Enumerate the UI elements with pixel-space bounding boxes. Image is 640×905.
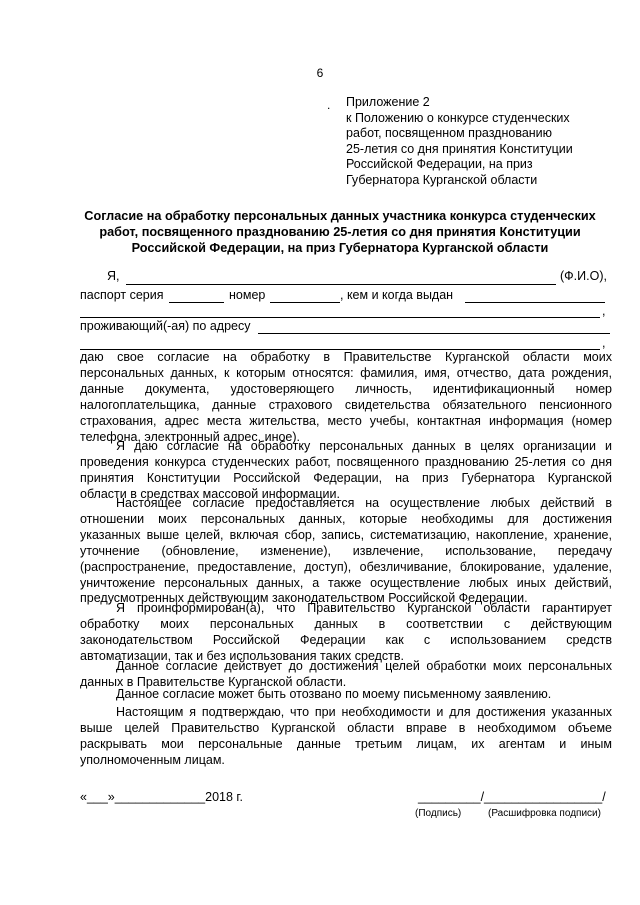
comma-mark: , [602,304,606,318]
text-line: Настоящим я подтверждаю, что при необходимости и для достижения указанных [116,705,612,719]
text-line: указанных выше целей, включая сбор, запись, систематизацию, накопление, хранение, [80,527,612,542]
passport-series-blank[interactable] [169,302,224,303]
text-line: Данное согласие может быть отозвано по моему письменному заявлению. [116,687,552,701]
issued-label: , кем и когда выдан [340,288,454,302]
issued-continue-blank[interactable] [80,317,600,318]
appendix-line: 25-летия со дня принятия Конституции [346,141,573,156]
text-line: данных в Правительстве Курганской области. [80,674,347,689]
paragraph-disclosure [80,705,612,769]
passport-number-blank[interactable] [270,302,340,303]
appendix-line: Российской Федерации, на приз [346,157,533,172]
text-line: предусмотренных действующим законодательством Российской Федерации. [80,591,528,606]
comma-mark: , [602,336,606,350]
fio-label: (Ф.И.О), [560,269,607,283]
appendix-line: работ, посвященном празднованию [346,126,553,141]
text-line: персональных данных, к которым относятся: фамилия, имя, отчество, дата рождения, [80,365,612,380]
appendix-block [346,95,616,189]
signature-line[interactable]: _________/_________________/ [418,790,606,804]
paragraph-consent [80,350,612,445]
paragraph-guarantee [80,601,612,665]
text-line: Настоящее согласие предоставляется на осуществление любых действий в [116,496,612,510]
text-line: уничтожение персональных данных, а также осуществление любых иных действий, [80,575,612,590]
fio-blank[interactable] [126,284,556,285]
date-field[interactable]: «___»_____________2018 г. [80,790,243,804]
text-line: отношении моих персональных данных, которые необходимы для достижения [80,511,612,526]
signature-caption: (Подпись) [415,808,462,819]
paragraph-purpose [80,439,612,503]
text-line: обработку моих персональных данных в соответствии с действующим [80,616,612,631]
text-line: проведения конкурса студенческих работ, посвященного празднованию 25-летия со дня [80,454,612,469]
issued-blank[interactable] [465,302,605,303]
title-line: работ, посвященного празднованию 25-летия со дня принятия Конституции [99,224,581,239]
text-line: уточнение (обновление, изменение), извлечение, использование, передачу [80,543,612,558]
residence-blank[interactable] [258,333,610,334]
title-line: Российской Федерации, на приз Губернатора Курганской области [131,240,549,255]
title-line: Согласие на обработку персональных данных участника конкурса студенческих [84,209,596,223]
stray-mark: . [327,98,331,112]
page-number: 6 [316,66,324,80]
text-line: Данное согласие действует до достижения целей обработки моих персональных [116,659,612,673]
text-line: области в средствах массовой информации. [80,486,340,501]
appendix-line: к Положению о конкурсе студенческих [346,110,570,125]
i-label: Я, [107,269,120,283]
paragraph-revocation [80,687,612,703]
text-line: раскрывать мои персональные данные третьим лицам, их агентам и иным [80,736,612,751]
passport-label: паспорт серия [80,288,164,302]
number-label: номер [229,288,266,302]
paragraph-actions [80,496,612,607]
text-line: принятия Конституции Российской Федерации, на приз Губернатора Курганской [80,470,612,485]
residence-label: проживающий(-ая) по адресу [80,319,251,333]
decode-caption: (Расшифровка подписи) [488,808,601,819]
text-line: Я даю согласие на обработку персональных данных в целях организации и [116,439,612,453]
text-line: данные документа, удостоверяющего личность, идентификационный номер [80,381,612,396]
appendix-line: Губернатора Курганской области [346,172,538,187]
document-title [70,209,610,256]
appendix-line: Приложение 2 [346,95,430,109]
text-line: даю свое согласие на обработку в Правительстве Курганской области моих [80,350,612,364]
text-line: уполномоченным лицам. [80,752,225,767]
text-line: выше целей Правительство Курганской области вправе в необходимом объеме [80,720,612,735]
text-line: законодательством Российской Федерации как с использованием средств [80,632,612,647]
text-line: налогоплательщика, данные страхового свидетельства обязательного пенсионного [80,397,612,412]
text-line: (распространение, предоставление, доступ), обезличивание, блокирование, удаление, [80,559,612,574]
text-line: страхования, адрес места жительства, место учебы, контактная информация (номер [80,413,612,428]
text-line: автоматизации, так и без использования таких средств. [80,648,404,663]
text-line: телефона, электронный адрес, иное). [80,429,301,444]
text-line: Я проинформирован(а), что Правительство Курганской области гарантирует [116,601,612,615]
